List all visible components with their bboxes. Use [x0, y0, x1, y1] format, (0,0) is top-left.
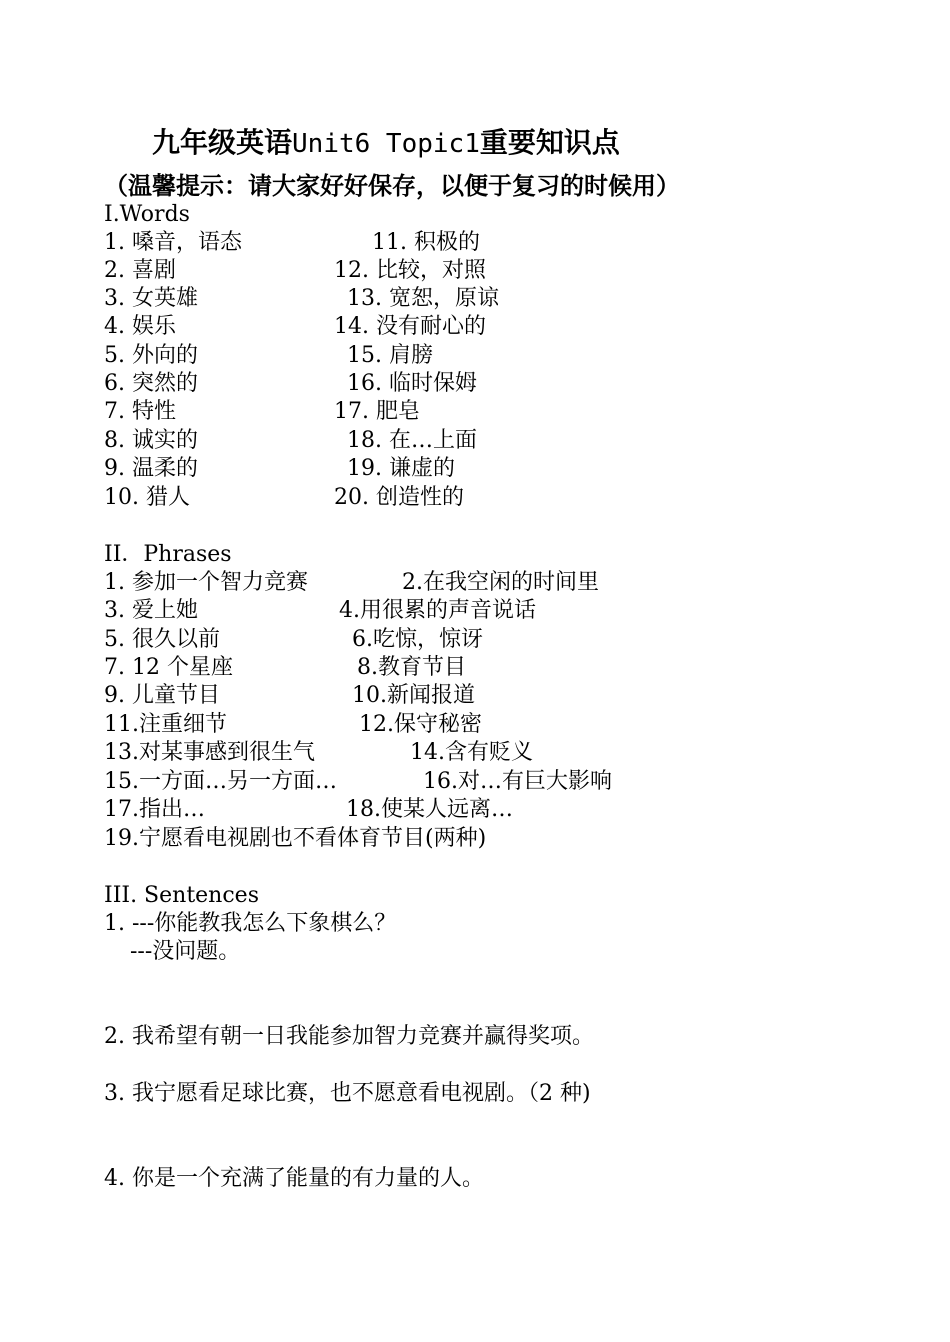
word-item: 13. 宽恕，原谅 [347, 286, 499, 311]
sentence-item: 2. 我希望有朝一日我能参加智力竞赛并赢得奖项。 [104, 1024, 594, 1049]
phrase-item: 4.用很累的声音说话 [339, 598, 536, 623]
sentences-heading: III. Sentences [104, 883, 259, 908]
sentence-item: ---没问题。 [130, 939, 241, 964]
phrase-item: 18.使某人远离… [346, 797, 513, 822]
word-item: 19. 谦虚的 [347, 456, 455, 481]
phrase-item: 5. 很久以前 [104, 627, 220, 652]
phrase-item: 14.含有贬义 [410, 740, 533, 765]
phrase-item: 12.保守秘密 [359, 712, 482, 737]
sentence-item: 1. ---你能教我怎么下象棋么？ [104, 911, 397, 936]
title-cn-prefix: 九年级英语 [152, 126, 293, 159]
word-item: 20. 创造性的 [334, 485, 464, 510]
phrase-item: 3. 爱上她 [104, 598, 198, 623]
sentence-item: 4. 你是一个充满了能量的有力量的人。 [104, 1166, 484, 1191]
phrase-item: 9. 儿童节目 [104, 683, 220, 708]
word-item: 3. 女英雄 [104, 286, 198, 311]
phrase-item: 2.在我空闲的时间里 [402, 570, 599, 595]
sentence-item: 3. 我宁愿看足球比赛，也不愿意看电视剧。（2 种) [104, 1081, 591, 1106]
phrase-item: 15.一方面…另一方面… [104, 769, 337, 794]
word-item: 4. 娱乐 [104, 314, 176, 339]
word-item: 15. 肩膀 [347, 343, 433, 368]
word-item: 18. 在…上面 [347, 428, 477, 453]
phrase-item: 10.新闻报道 [352, 683, 475, 708]
word-item: 17. 肥皂 [334, 399, 420, 424]
page-title [152, 124, 620, 163]
phrase-item: 19.宁愿看电视剧也不看体育节目(两种) [104, 826, 487, 851]
words-heading: I.Words [104, 202, 190, 227]
word-item: 6. 突然的 [104, 371, 198, 396]
word-item: 5. 外向的 [104, 343, 198, 368]
word-item: 10. 猎人 [104, 485, 190, 510]
phrase-item: 11.注重细节 [104, 712, 227, 737]
word-item: 9. 温柔的 [104, 456, 198, 481]
phrase-item: 6.吃惊，惊讶 [352, 627, 483, 652]
word-item: 7. 特性 [104, 399, 176, 424]
phrase-item: 7. 12 个星座 [104, 655, 233, 680]
word-item: 14. 没有耐心的 [334, 314, 486, 339]
title-cn-suffix: 重要知识点 [479, 126, 620, 159]
phrase-item: 13.对某事感到很生气 [104, 740, 315, 765]
word-item: 11. 积极的 [372, 230, 480, 255]
phrase-item: 8.教育节目 [357, 655, 466, 680]
phrase-item: 16.对…有巨大影响 [423, 769, 612, 794]
word-item: 16. 临时保姆 [347, 371, 477, 396]
word-item: 12. 比较，对照 [334, 258, 486, 283]
word-item: 1. 嗓音，语态 [104, 230, 242, 255]
word-item: 2. 喜剧 [104, 258, 176, 283]
word-item: 8. 诚实的 [104, 428, 198, 453]
page-subtitle: （温馨提示：请大家好好保存，以便于复习的时候用） [104, 171, 680, 200]
title-unit-topic: Unit6 Topic1 [292, 129, 480, 159]
phrases-heading: II．Phrases [104, 542, 232, 567]
phrase-item: 17.指出… [104, 797, 205, 822]
phrase-item: 1. 参加一个智力竞赛 [104, 570, 308, 595]
